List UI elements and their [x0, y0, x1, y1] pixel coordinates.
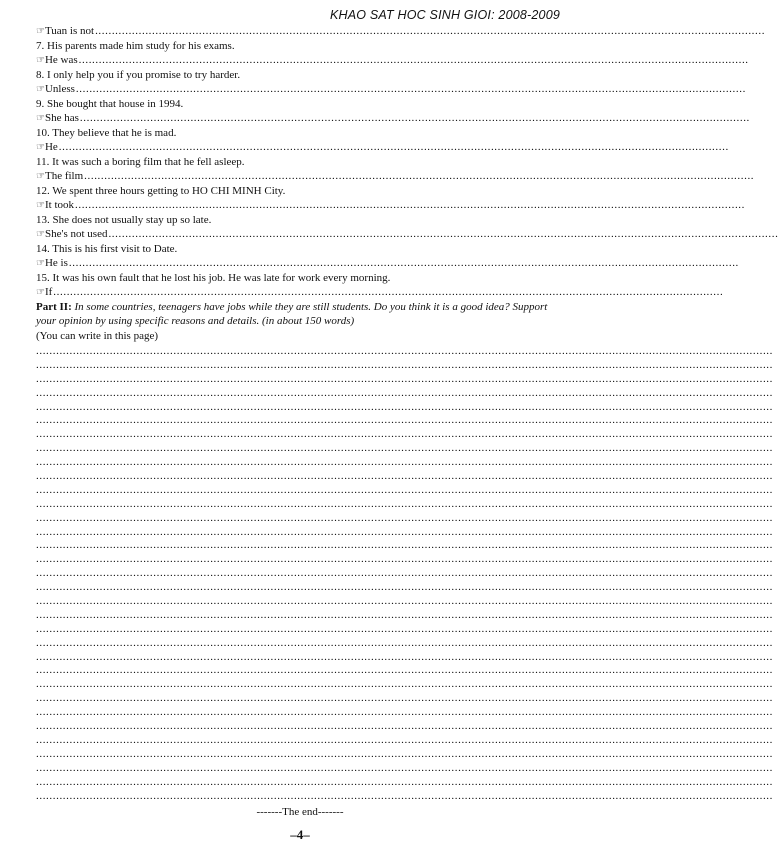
- writing-line[interactable]: ............................................................................................................................................................................................................................: [36, 428, 773, 441]
- hand-pointer-icon: ☞: [36, 55, 45, 66]
- answer-line[interactable]: [36, 256, 739, 271]
- writing-line[interactable]: ............................................................................................................................................................................................................................: [36, 372, 773, 385]
- writing-line[interactable]: ............................................................................................................................................................................................................................: [36, 622, 773, 635]
- writing-line[interactable]: ............................................................................................................................................................................................................................: [36, 595, 773, 608]
- part-two-note: (You can write in this page): [36, 329, 158, 342]
- exercise-sentence: 13. She does not usually stay up so late.: [36, 213, 212, 226]
- writing-line[interactable]: ............................................................................................................................................................................................................................: [36, 470, 773, 483]
- part-two: [36, 300, 556, 344]
- writing-line[interactable]: ............................................................................................................................................................................................................................: [36, 650, 773, 663]
- writing-line[interactable]: ............................................................................................................................................................................................................................: [36, 747, 773, 760]
- exercise-sentence: 15. It was his own fault that he lost his job. He was late for work every morning.: [36, 271, 391, 284]
- answer-prefix: He was: [44, 54, 78, 66]
- exam-content: [36, 24, 778, 803]
- answer-line[interactable]: [36, 24, 766, 39]
- writing-line[interactable]: ............................................................................................................................................................................................................................: [36, 733, 773, 746]
- writing-line[interactable]: ............................................................................................................................................................................................................................: [36, 358, 773, 371]
- writing-line[interactable]: ............................................................................................................................................................................................................................: [36, 581, 773, 594]
- exercise-sentence: 8. I only help you if you promise to try harder.: [36, 68, 241, 81]
- answer-line[interactable]: [36, 198, 745, 213]
- writing-line[interactable]: ............................................................................................................................................................................................................................: [36, 386, 773, 399]
- answer-blank[interactable]: ........................................................................................................................................................................................................: [84, 170, 755, 182]
- writing-line[interactable]: ............................................................................................................................................................................................................................: [36, 553, 773, 566]
- writing-line[interactable]: ............................................................................................................................................................................................................................: [36, 636, 773, 649]
- hand-pointer-icon: ☞: [36, 142, 45, 153]
- answer-blank[interactable]: ........................................................................................................................................................................................................: [108, 228, 778, 240]
- answer-blank[interactable]: ........................................................................................................................................................................................................: [79, 112, 750, 124]
- exercise-sentence: 10. They believe that he is mad.: [36, 126, 177, 139]
- hand-pointer-icon: ☞: [36, 171, 45, 182]
- part-two-question: In some countries, teenagers have jobs while they are still students. Do you think it is a good idea? Support your opinion by using specific reasons and details. (in about 150 words): [36, 300, 548, 327]
- answer-blank[interactable]: ........................................................................................................................................................................................................: [53, 286, 724, 298]
- answer-line[interactable]: [36, 82, 746, 97]
- page-number: –4–: [290, 827, 310, 842]
- hand-pointer-icon: ☞: [36, 258, 45, 269]
- writing-line[interactable]: ............................................................................................................................................................................................................................: [36, 414, 773, 427]
- writing-line[interactable]: ............................................................................................................................................................................................................................: [36, 706, 773, 719]
- hand-pointer-icon: ☞: [36, 113, 45, 124]
- answer-line[interactable]: [36, 140, 729, 155]
- exercise-sentence: 7. His parents made him study for his exams.: [36, 39, 235, 52]
- writing-line[interactable]: ............................................................................................................................................................................................................................: [36, 678, 773, 691]
- writing-line[interactable]: ............................................................................................................................................................................................................................: [36, 567, 773, 580]
- writing-line[interactable]: ............................................................................................................................................................................................................................: [36, 789, 773, 802]
- writing-line[interactable]: ............................................................................................................................................................................................................................: [36, 720, 773, 733]
- writing-line[interactable]: ............................................................................................................................................................................................................................: [36, 442, 773, 455]
- answer-prefix: The film: [44, 170, 84, 182]
- hand-pointer-icon: ☞: [36, 200, 45, 211]
- page-header: KHAO SAT HOC SINH GIOI: 2008-2009: [329, 8, 560, 22]
- answer-prefix: It took: [44, 199, 74, 211]
- end-marker: -------The end-------: [256, 806, 344, 818]
- exercise-sentence: 14. This is his first visit to Date.: [36, 242, 178, 255]
- exercise-sentence: 11. It was such a boring film that he fell asleep.: [36, 155, 245, 168]
- transformation-exercises: [36, 24, 778, 300]
- answer-blank[interactable]: ........................................................................................................................................................................................................: [78, 54, 749, 66]
- answer-prefix: If: [44, 286, 53, 298]
- answer-prefix: He: [44, 141, 58, 153]
- answer-prefix: Unless: [44, 83, 75, 95]
- writing-line[interactable]: ............................................................................................................................................................................................................................: [36, 483, 773, 496]
- writing-line[interactable]: ............................................................................................................................................................................................................................: [36, 608, 773, 621]
- hand-pointer-icon: ☞: [36, 84, 45, 95]
- answer-line[interactable]: [36, 111, 750, 126]
- answer-line[interactable]: [36, 53, 749, 68]
- answer-line[interactable]: [36, 285, 724, 300]
- writing-line[interactable]: ............................................................................................................................................................................................................................: [36, 345, 773, 357]
- writing-line[interactable]: ............................................................................................................................................................................................................................: [36, 511, 773, 524]
- answer-blank[interactable]: ........................................................................................................................................................................................................: [95, 25, 766, 37]
- exercise-sentence: 12. We spent three hours getting to HO CHI MINH City.: [36, 184, 286, 197]
- answer-line[interactable]: [36, 227, 778, 242]
- answer-blank[interactable]: ........................................................................................................................................................................................................: [75, 83, 746, 95]
- writing-line[interactable]: ............................................................................................................................................................................................................................: [36, 664, 773, 677]
- answer-blank[interactable]: ........................................................................................................................................................................................................: [68, 257, 739, 269]
- writing-line[interactable]: ............................................................................................................................................................................................................................: [36, 761, 773, 774]
- hand-pointer-icon: ☞: [36, 229, 45, 240]
- answer-blank[interactable]: ........................................................................................................................................................................................................: [75, 199, 745, 211]
- writing-line[interactable]: ............................................................................................................................................................................................................................: [36, 497, 773, 510]
- writing-line[interactable]: ............................................................................................................................................................................................................................: [36, 775, 773, 788]
- exercise-sentence: 9. She bought that house in 1994.: [36, 97, 184, 110]
- hand-pointer-icon: ☞: [36, 26, 45, 37]
- answer-prefix: He is: [44, 257, 68, 269]
- answer-line[interactable]: [36, 169, 755, 184]
- writing-line[interactable]: ............................................................................................................................................................................................................................: [36, 692, 773, 705]
- answer-prefix: Tuan is not: [44, 25, 95, 37]
- part-two-label: Part II:: [36, 300, 72, 313]
- writing-line[interactable]: ............................................................................................................................................................................................................................: [36, 525, 773, 538]
- writing-line[interactable]: ............................................................................................................................................................................................................................: [36, 456, 773, 469]
- hand-pointer-icon: ☞: [36, 287, 45, 298]
- writing-line[interactable]: ............................................................................................................................................................................................................................: [36, 539, 773, 552]
- answer-blank[interactable]: ........................................................................................................................................................................................................: [58, 141, 729, 153]
- answer-prefix: She's not used: [44, 228, 108, 240]
- answer-prefix: She has: [44, 112, 79, 124]
- writing-line[interactable]: ............................................................................................................................................................................................................................: [36, 400, 773, 413]
- writing-area[interactable]: [36, 345, 773, 803]
